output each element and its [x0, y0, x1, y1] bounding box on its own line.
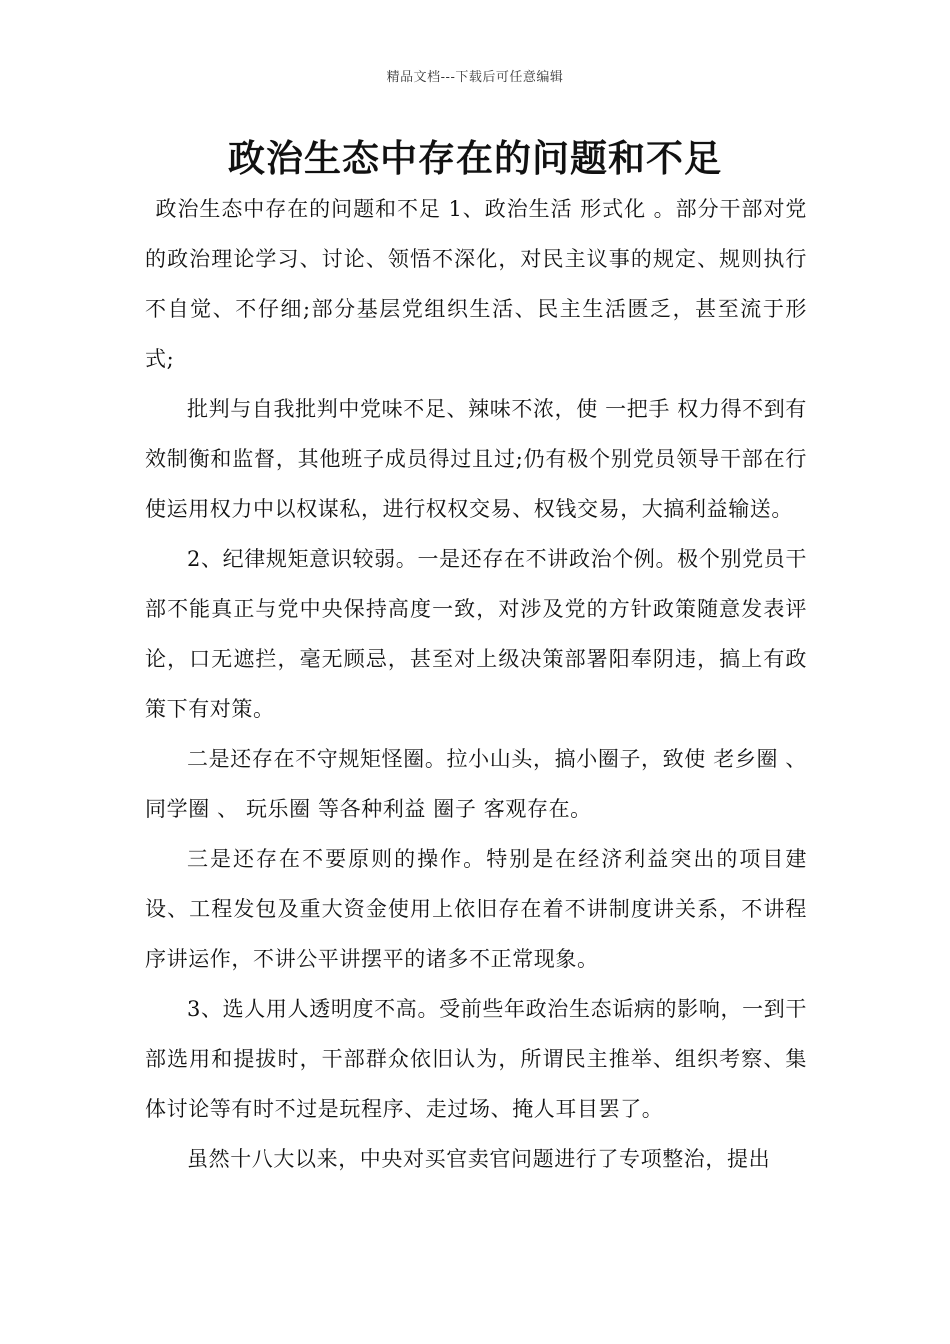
paragraph: 三是还存在不要原则的操作。特别是在经济利益突出的项目建设、工程发包及重大资金使用上依旧存在着不讲制度讲关系，不讲程序讲运作，不讲公平讲摆平的诸多不正常现象。	[145, 847, 807, 971]
header-note: 精品文档---下载后可任意编辑	[386, 70, 564, 85]
document-title: 政治生态中存在的问题和不足	[228, 137, 722, 180]
document-body	[145, 184, 807, 1184]
paragraph: 批判与自我批判中党味不足、辣味不浓，使 一把手 权力得不到有效制衡和监督，其他班子成员得过且过;仍有极个别党员领导干部在行使运用权力中以权谋私，进行权权交易、权钱交易，大搞利益输送。	[145, 397, 807, 521]
paragraph: 2、纪律规矩意识较弱。一是还存在不讲政治个例。极个别党员干部不能真正与党中央保持高度一致，对涉及党的方针政策随意发表评论，口无遮拦，毫无顾忌，甚至对上级决策部署阳奉阴违，搞上有政策下有对策。	[145, 547, 807, 721]
paragraph: 政治生态中存在的问题和不足 1、政治生活 形式化 。部分干部对党的政治理论学习、讨论、领悟不深化，对民主议事的规定、规则执行不自觉、不仔细;部分基层党组织生活、民主生活匮乏，甚至流于形式;	[145, 197, 807, 371]
paragraph: 虽然十八大以来，中央对买官卖官问题进行了专项整治，提出	[187, 1147, 771, 1171]
paragraph: 3、选人用人透明度不高。受前些年政治生态诟病的影响，一到干部选用和提拔时，干部群众依旧认为，所谓民主推举、组织考察、集体讨论等有时不过是玩程序、走过场、掩人耳目罢了。	[145, 997, 807, 1121]
paragraph: 二是还存在不守规矩怪圈。拉小山头，搞小圈子，致使 老乡圈 、 同学圈 、 玩乐圈 等各种利益 圈子 客观存在。	[145, 747, 807, 821]
